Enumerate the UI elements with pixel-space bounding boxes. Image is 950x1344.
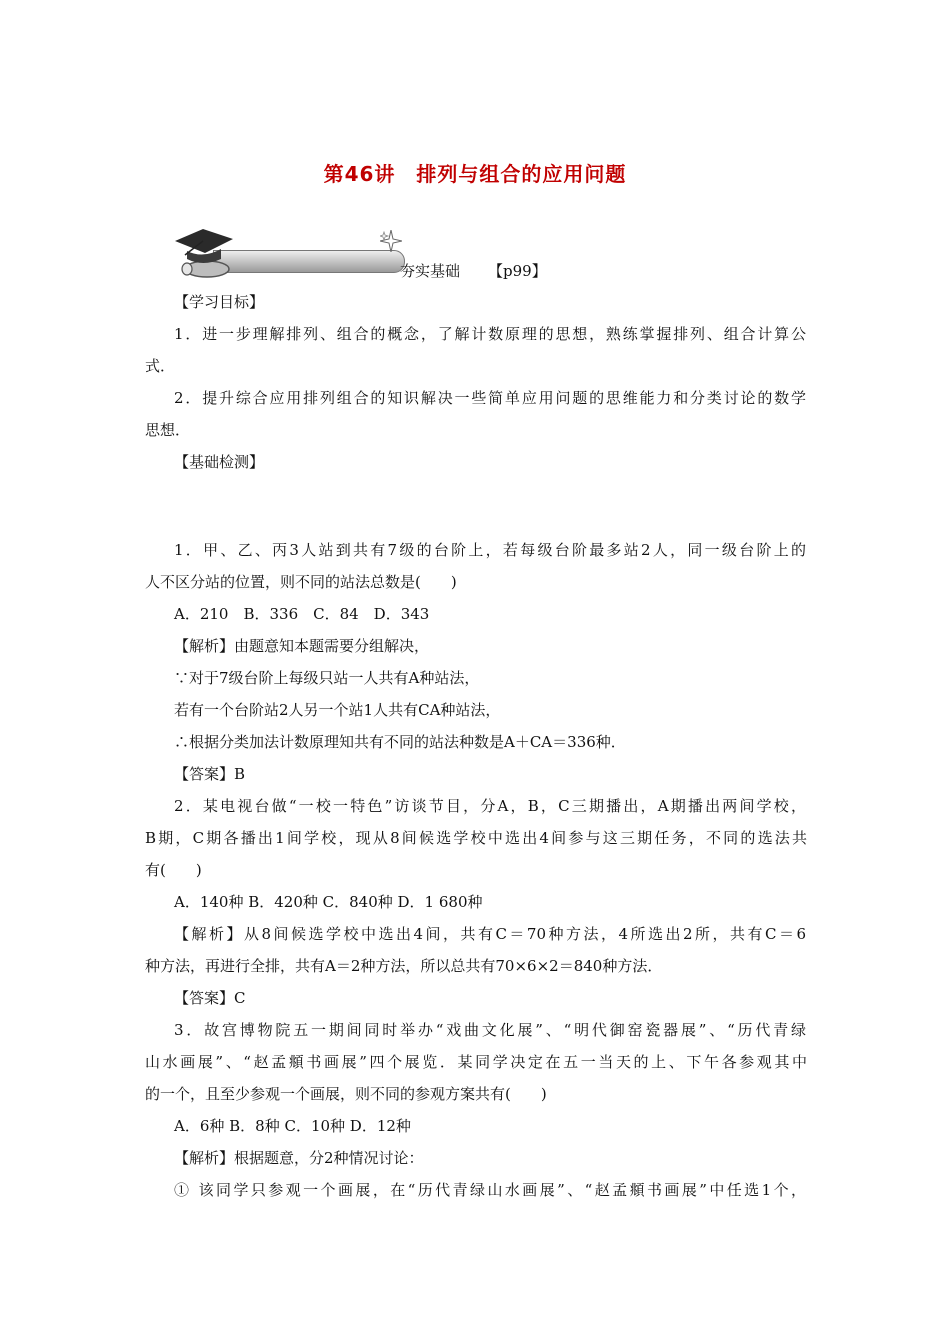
analysis-text: ① 该同学只参观一个画展，在“历代青绿山水画展”、“赵孟頫书画展”中任选1个，	[174, 1181, 806, 1199]
text-line: 1．进一步理解排列、组合的概念，了解计数原理的思想，熟练掌握排列、组合计算公	[174, 325, 806, 343]
heading-learning-goals: 【学习目标】	[174, 293, 265, 311]
question-text: 3．故宫博物院五一期间同时举办“戏曲文化展”、“明代御窑瓷器展”、“历代青绿	[174, 1021, 806, 1039]
analysis-text: 若有一个台阶站2人另一个站1人共有CA种站法，	[174, 701, 501, 719]
answer-text: 【答案】B	[174, 765, 246, 783]
analysis-text: ∴根据分类加法计数原理知共有不同的站法种数是A＋CA＝336种．	[174, 733, 626, 751]
analysis-text: 【解析】从8间候选学校中选出4间，共有C＝70种方法，4所选出2所，共有C＝6	[174, 925, 806, 943]
text-line: 2．提升综合应用排列组合的知识解决一些简单应用问题的思维能力和分类讨论的数学	[174, 389, 806, 407]
banner-bar	[213, 250, 405, 273]
analysis-text: 【解析】由题意知本题需要分组解决，	[174, 637, 430, 655]
text-line: 思想．	[145, 421, 191, 439]
page-title: 第46讲 排列与组合的应用问题	[323, 162, 627, 186]
question-text: B期，C期各播出1间学校，现从8间候选学校中选出4间参与这三期任务，不同的选法共	[145, 829, 807, 847]
heading-basic-test: 【基础检测】	[174, 453, 265, 471]
answer-options: A．210 B．336 C．84 D．343	[174, 605, 430, 623]
section-banner	[173, 225, 403, 280]
question-text: 有( )	[145, 861, 202, 879]
question-text: 1．甲、乙、丙3人站到共有7级的台阶上，若每级台阶最多站2人，同一级台阶上的	[174, 541, 806, 559]
analysis-text: 种方法，再进行全排，共有A＝2种方法，所以总共有70×6×2＝840种方法．	[145, 957, 663, 975]
answer-options: A．6种 B．8种 C．10种 D．12种	[174, 1117, 411, 1135]
analysis-text: 【解析】根据题意，分2种情况讨论：	[174, 1149, 424, 1167]
text-line: 式．	[145, 357, 176, 375]
answer-options: A．140种 B．420种 C．840种 D．1 680种	[174, 893, 483, 911]
answer-text: 【答案】C	[174, 989, 246, 1007]
sparkle-icon	[380, 230, 402, 252]
graduation-cap-icon	[173, 225, 235, 280]
banner-label: 夯实基础	[400, 262, 461, 280]
question-text: 山水画展”、“赵孟頫书画展”四个展览．某同学决定在五一当天的上、下午各参观其中	[145, 1053, 807, 1071]
question-text: 人不区分站的位置，则不同的站法总数是( )	[145, 573, 457, 591]
question-text: 的一个，且至少参观一个画展，则不同的参观方案共有( )	[145, 1085, 547, 1103]
analysis-text: ∵对于7级台阶上每级只站一人共有A种站法，	[174, 669, 480, 687]
question-text: 2．某电视台做“一校一特色”访谈节目，分A，B，C三期播出，A期播出两间学校，	[174, 797, 806, 815]
banner-page-ref: 【p99】	[488, 262, 547, 280]
